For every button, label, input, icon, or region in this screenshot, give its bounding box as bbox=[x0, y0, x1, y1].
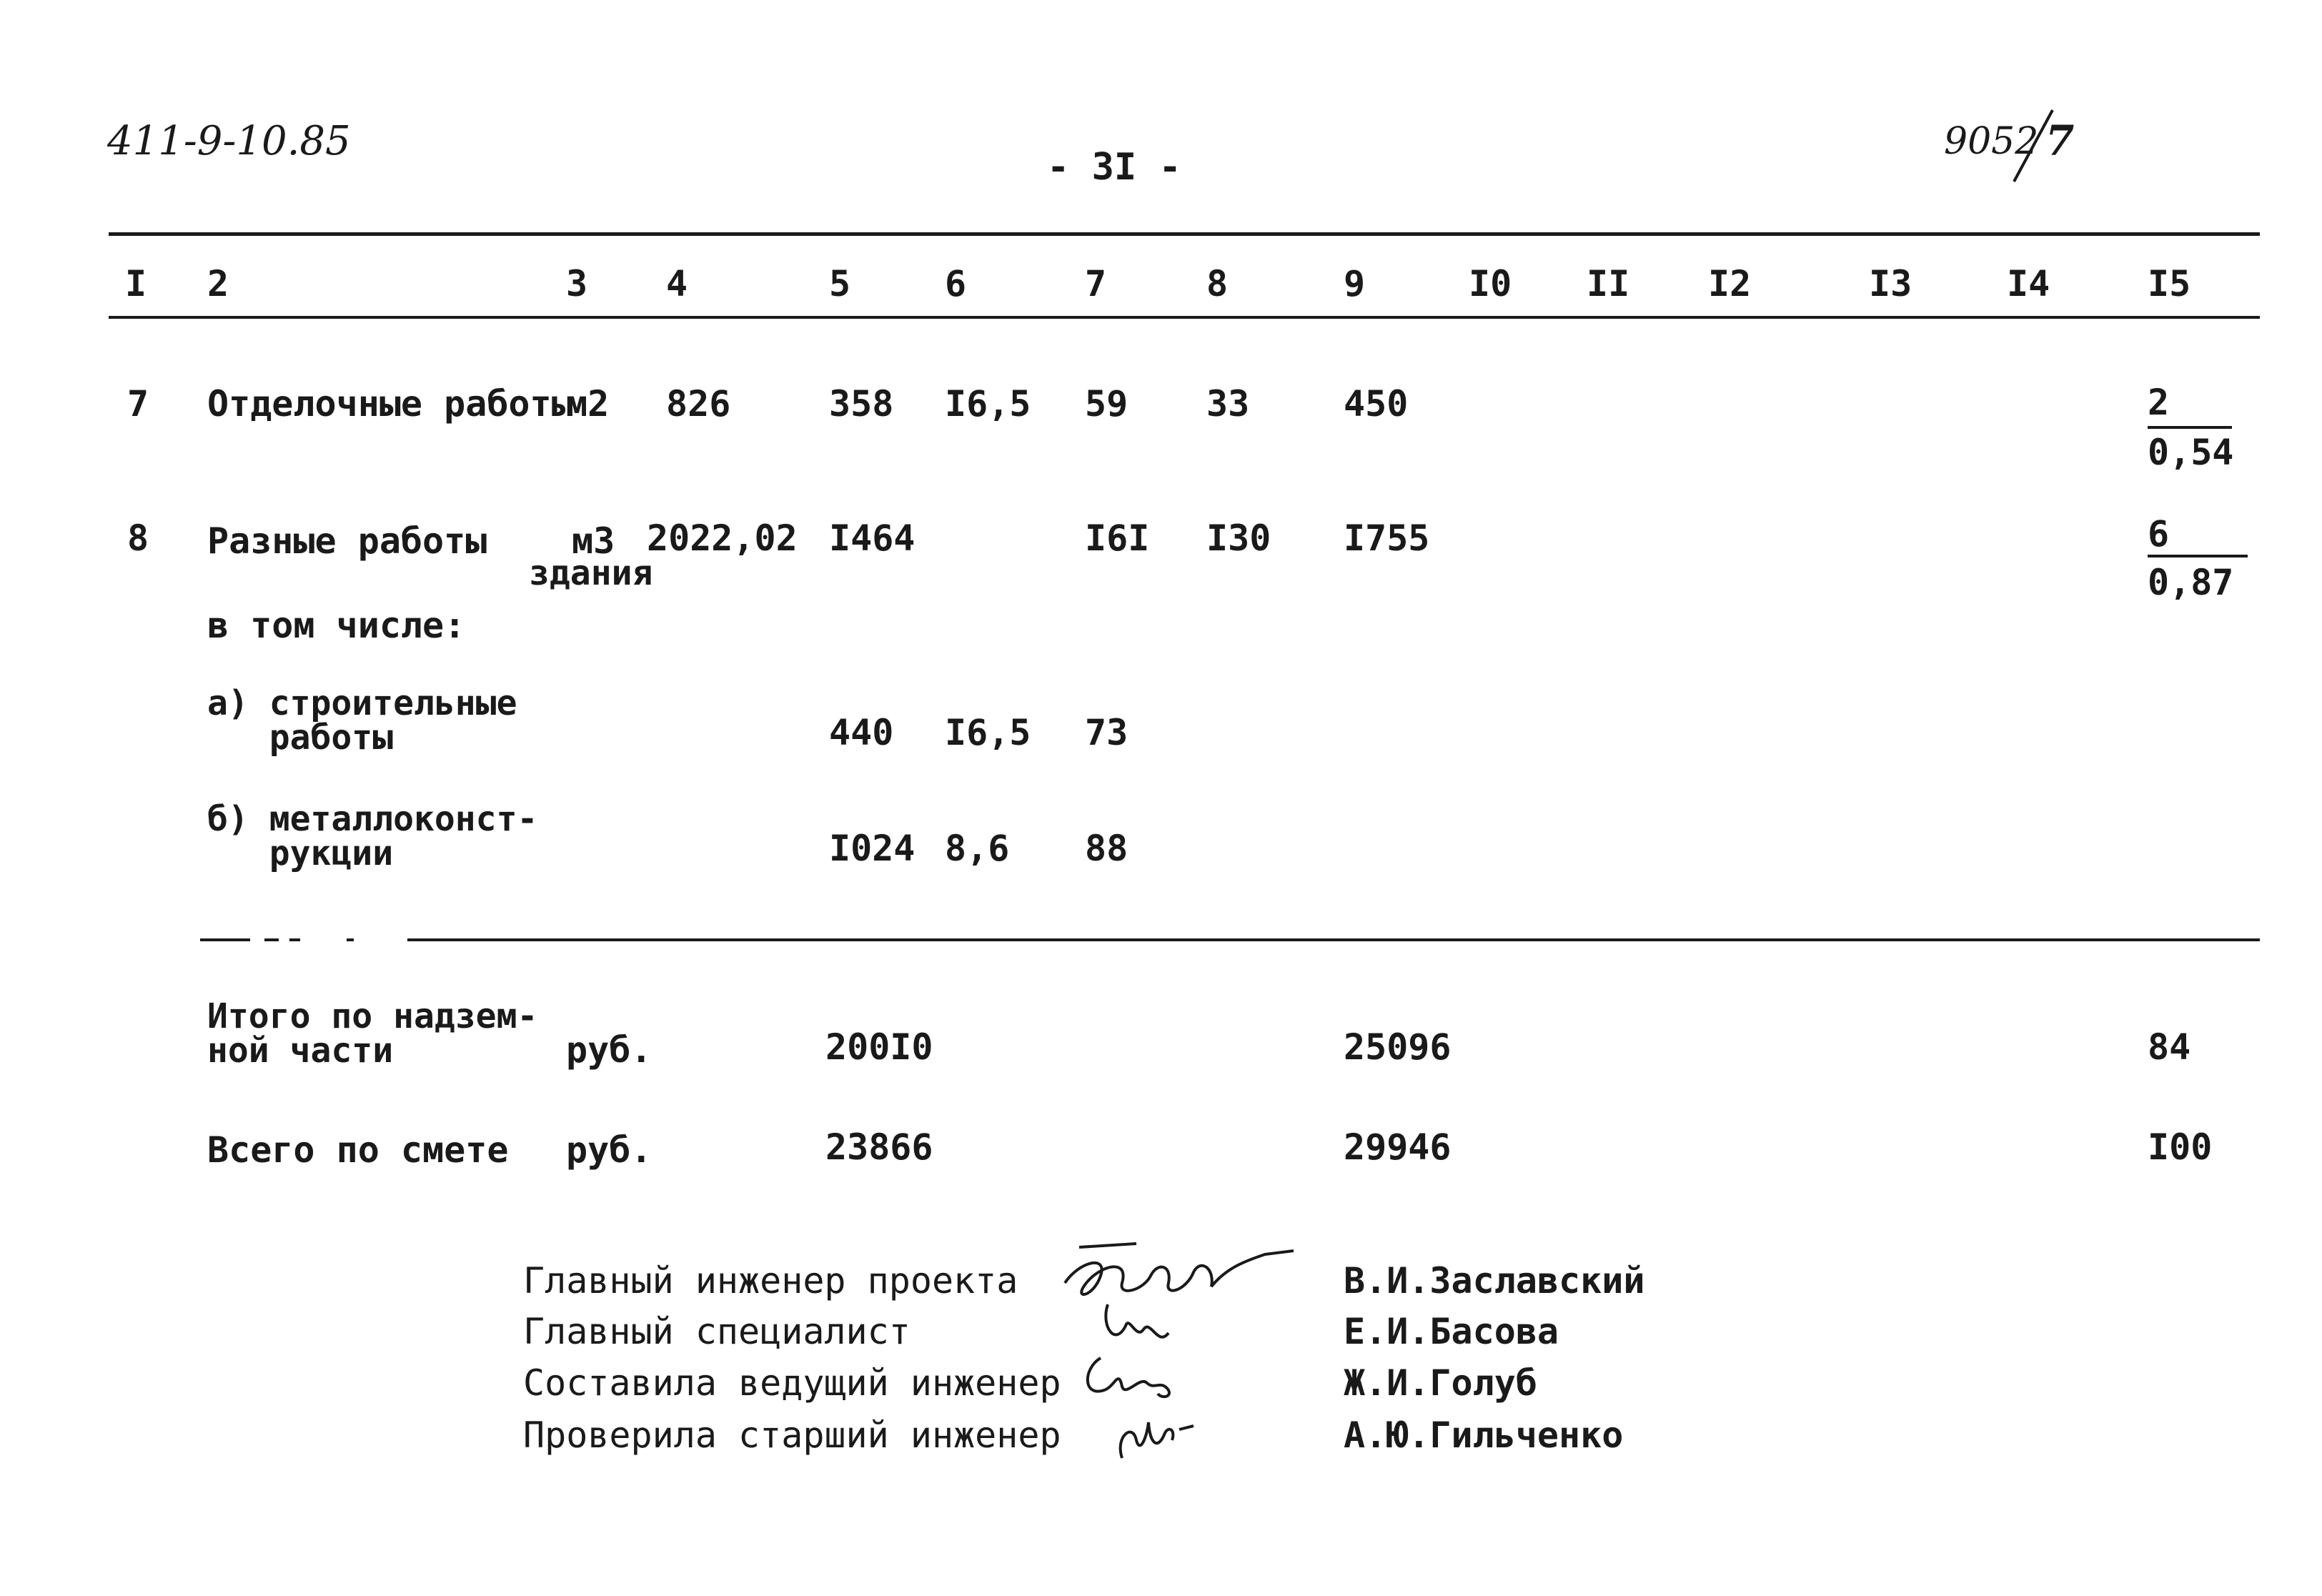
cell-col6: I6,5 bbox=[945, 383, 1031, 425]
cell-col8: I30 bbox=[1206, 517, 1271, 559]
cell-col15: 84 bbox=[2148, 1026, 2191, 1068]
sub-item-label: б) металлоконст- рукции bbox=[207, 799, 538, 873]
cell-col5: 23866 bbox=[825, 1126, 933, 1168]
column-header: I bbox=[125, 263, 147, 304]
column-header: 9 bbox=[1344, 263, 1366, 304]
unit: м2 bbox=[566, 383, 610, 425]
cell-col6: I6,5 bbox=[945, 712, 1031, 753]
fraction-line bbox=[2148, 426, 2232, 429]
signatory-name: Е.И.Басова bbox=[1344, 1311, 1559, 1352]
column-header: 3 bbox=[566, 263, 588, 304]
work-name: Отделочные работы bbox=[207, 383, 573, 425]
unit-note: здания bbox=[529, 553, 653, 593]
cell-col5: I464 bbox=[829, 517, 916, 559]
cell-col5: 440 bbox=[829, 712, 894, 753]
work-name: Разные работы bbox=[207, 520, 487, 562]
sub-item-label: а) строительные работы bbox=[207, 683, 517, 758]
column-header: I5 bbox=[2148, 263, 2191, 304]
unit: м3 bbox=[572, 520, 615, 562]
unit: руб. bbox=[566, 1029, 653, 1071]
signature-role: Главный специалист bbox=[523, 1311, 911, 1352]
column-header: 2 bbox=[207, 263, 229, 304]
including-label: в том числе: bbox=[207, 605, 466, 646]
signature-role: Главный инженер проекта bbox=[523, 1260, 1018, 1302]
total-label: Всего по смете bbox=[207, 1129, 509, 1171]
fraction-bottom: 0,54 bbox=[2148, 432, 2234, 473]
header-bottom-rule bbox=[109, 316, 2260, 319]
column-header: II bbox=[1587, 263, 1630, 304]
column-header: 8 bbox=[1206, 263, 1229, 304]
fraction-line bbox=[2148, 555, 2248, 557]
signatory-name: А.Ю.Гильченко bbox=[1344, 1414, 1624, 1456]
fraction-bottom: 0,87 bbox=[2148, 562, 2234, 603]
cell-col9: 450 bbox=[1344, 383, 1409, 425]
cell-col5: 358 bbox=[829, 383, 894, 425]
handwritten-signature bbox=[1104, 1401, 1211, 1465]
column-header: I0 bbox=[1469, 263, 1512, 304]
handwritten-signature bbox=[1076, 1347, 1190, 1404]
column-header: 6 bbox=[945, 263, 967, 304]
column-header: I3 bbox=[1869, 263, 1912, 304]
signature-role: Проверила старший инженер bbox=[523, 1414, 1061, 1456]
row-number: 7 bbox=[127, 383, 149, 425]
handwritten-signature bbox=[1086, 1297, 1186, 1354]
column-header: 5 bbox=[829, 263, 851, 304]
cell-col15: I00 bbox=[2148, 1126, 2213, 1168]
cell-col6: 8,6 bbox=[945, 828, 1010, 869]
fraction-top: 6 bbox=[2148, 513, 2170, 555]
document-code: 411-9-10.85 bbox=[107, 118, 351, 164]
signature-role: Составила ведущий инженер bbox=[523, 1362, 1061, 1404]
column-header: 7 bbox=[1085, 263, 1107, 304]
quantity: 2022,02 bbox=[647, 517, 798, 559]
page-number: - 3I - bbox=[1047, 146, 1181, 189]
cell-col7: 73 bbox=[1085, 712, 1128, 753]
signatory-name: Ж.И.Голуб bbox=[1344, 1362, 1537, 1404]
cell-col9: 29946 bbox=[1344, 1126, 1452, 1168]
cell-col9: 25096 bbox=[1344, 1026, 1452, 1068]
column-header: I2 bbox=[1708, 263, 1752, 304]
cell-col8: 33 bbox=[1206, 383, 1250, 425]
table-top-rule bbox=[109, 232, 2260, 236]
column-header: 4 bbox=[666, 263, 688, 304]
cell-col5: 200I0 bbox=[825, 1026, 933, 1068]
signatory-name: В.И.Заславский bbox=[1344, 1260, 1645, 1302]
cell-col7: 88 bbox=[1085, 828, 1128, 869]
unit: руб. bbox=[566, 1129, 653, 1171]
quantity: 826 bbox=[666, 383, 731, 425]
cell-col7: I6I bbox=[1085, 517, 1150, 559]
section-separator bbox=[200, 936, 2266, 943]
cell-col5: I024 bbox=[829, 828, 916, 869]
sheet-reference-a: 9052 bbox=[1944, 120, 2039, 163]
total-label: Итого по надзем- ной части bbox=[207, 996, 538, 1071]
row-number: 8 bbox=[127, 517, 149, 559]
cell-col7: 59 bbox=[1085, 383, 1128, 425]
column-header: I4 bbox=[2007, 263, 2050, 304]
sheet-reference-b: 7 bbox=[2045, 117, 2075, 165]
cell-col9: I755 bbox=[1344, 517, 1430, 559]
fraction-top: 2 bbox=[2148, 382, 2170, 423]
